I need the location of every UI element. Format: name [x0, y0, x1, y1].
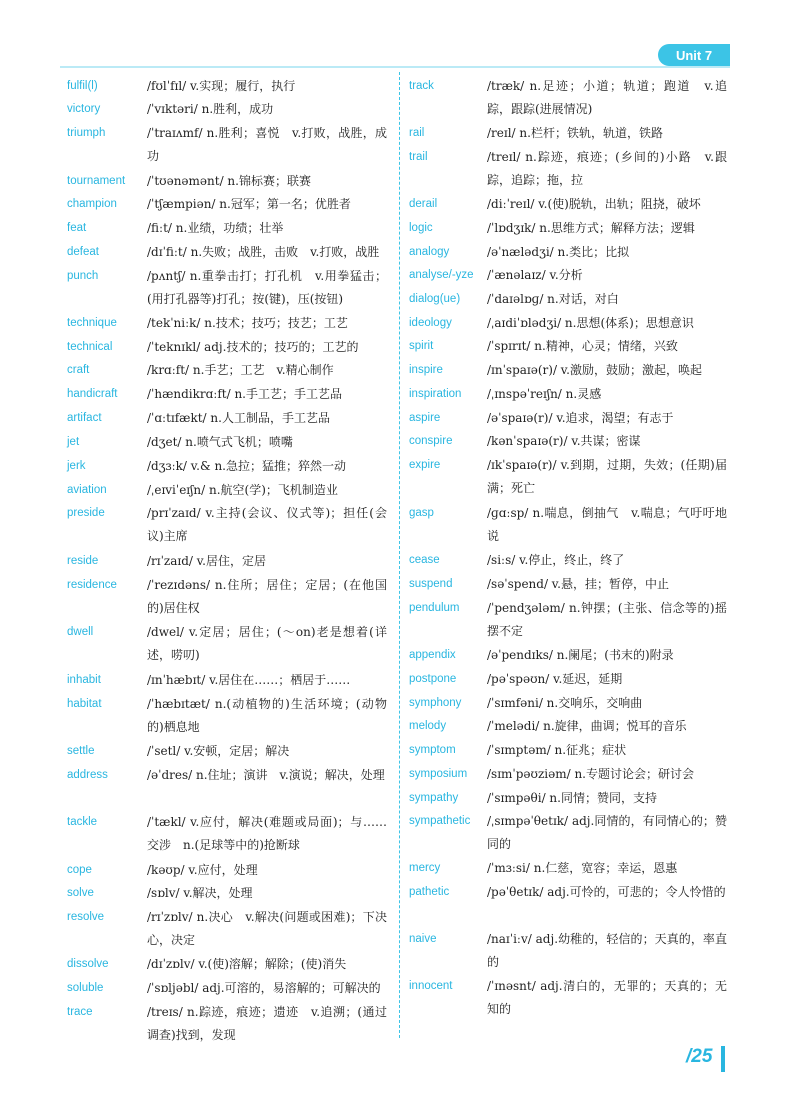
vocab-definition: /dʒet/ n.喷气式飞机；喷嘴: [147, 435, 293, 449]
vocab-definition: /ɡɑːsp/ n.喘息，倒抽气 v.喘息；气吁吁地说: [487, 506, 727, 543]
unit-badge: Unit 7: [658, 44, 730, 66]
vocab-definition: /treɪs/ n.踪迹，痕迹；遗迹 v.追溯；(通过调查)找到，发现: [147, 1005, 387, 1042]
vocab-word: defeat: [67, 246, 99, 258]
vocab-definition: /dɪˈzɒlv/ v.(使)溶解；解除；(使)消失: [147, 957, 347, 971]
column-divider: [399, 72, 400, 1038]
vocab-definition: /ˈsɪmptəm/ n.征兆；症状: [487, 743, 627, 757]
vocab-word: spirit: [409, 340, 434, 352]
vocab-word: address: [67, 769, 108, 781]
vocab-word: champion: [67, 198, 117, 210]
vocab-word: handicraft: [67, 388, 118, 400]
vocab-definition: /diːˈreɪl/ v.(使)脱轨，出轨；阻挠，破坏: [487, 197, 701, 211]
vocab-definition: /rɪˈzɒlv/ n.决心 v.解决(问题或困难)；下决心，决定: [147, 910, 387, 947]
vocab-word: victory: [67, 103, 101, 115]
page-number: /25: [686, 1046, 713, 1067]
vocab-word: innocent: [409, 980, 453, 992]
vocab-word: ideology: [409, 317, 452, 329]
vocab-word: jerk: [67, 460, 86, 472]
vocab-definition: /ˈteknɪkl/ adj.技术的；技巧的；工艺的: [147, 340, 359, 354]
vocab-word: feat: [67, 222, 87, 234]
vocab-word: technique: [67, 317, 117, 329]
vocab-definition: /ˈlɒdʒɪk/ n.思维方式；解释方法；逻辑: [487, 221, 695, 235]
vocab-word: resolve: [67, 911, 105, 923]
vocab-definition: /dwel/ v.定居；居住；(～on)老是想着(详述，唠叨): [147, 625, 387, 662]
vocab-definition: /reɪl/ n.栏杆；铁轨，轨道，铁路: [487, 126, 663, 140]
vocab-definition: /əˈdres/ n.住址；演讲 v.演说；解决，处理: [147, 768, 385, 782]
vocab-word: aspire: [409, 412, 441, 424]
vocab-word: trail: [409, 151, 428, 163]
vocab-definition: /kəʊp/ v.应付，处理: [147, 863, 258, 877]
vocab-definition: /fʊlˈfɪl/ v.实现；履行，执行: [147, 79, 296, 93]
vocab-definition: /ˈsɪmfəni/ n.交响乐，交响曲: [487, 696, 643, 710]
vocab-word: dwell: [67, 626, 94, 638]
vocab-word: sympathetic: [409, 815, 471, 827]
vocab-definition: /ˈvɪktəri/ n.胜利，成功: [147, 102, 274, 116]
vocab-word: dialog(ue): [409, 293, 461, 305]
vocab-word: postpone: [409, 673, 457, 685]
vocab-word: analogy: [409, 246, 450, 258]
vocab-definition: /ˈspɪrɪt/ n.精神，心灵；情绪，兴致: [487, 339, 678, 353]
vocab-definition: /pəˈθetɪk/ adj.可怜的，可悲的；令人怜惜的: [487, 885, 726, 899]
vocab-definition: /ˌeɪviˈeɪʃn/ n.航空(学)；飞机制造业: [147, 483, 338, 497]
vocab-definition: /ˈsetl/ v.安顿，定居；解决: [147, 744, 290, 758]
vocab-definition: /əˈnælədʒi/ n.类比；比拟: [487, 245, 630, 259]
vocab-definition: /ˈhændikrɑːft/ n.手工艺；手工艺品: [147, 387, 342, 401]
vocab-word: solve: [67, 887, 94, 899]
vocab-word: sympathy: [409, 792, 459, 804]
vocab-definition: /ˈmelədi/ n.旋律，曲调；悦耳的音乐: [487, 719, 687, 733]
vocab-word: tournament: [67, 175, 126, 187]
vocab-word: melody: [409, 720, 447, 732]
vocab-definition: /ˈmɜːsi/ n.仁慈，宽容；幸运，恩惠: [487, 861, 678, 875]
vocab-word: craft: [67, 364, 90, 376]
vocab-word: inspiration: [409, 388, 462, 400]
vocab-word: preside: [67, 507, 105, 519]
vocab-word: aviation: [67, 484, 107, 496]
vocab-definition: /əˈpendɪks/ n.阑尾；(书末的)附录: [487, 648, 674, 662]
vocab-word: punch: [67, 270, 99, 282]
vocab-definition: /pʌntʃ/ n.重拳击打；打孔机 v.用拳猛击；(用打孔器等)打孔；按(键)，压(按钮): [147, 269, 387, 306]
vocab-definition: /ˈtraɪʌmf/ n.胜利；喜悦 v.打败，战胜，成功: [147, 126, 387, 163]
vocab-word: dissolve: [67, 958, 109, 970]
vocab-definition: /əˈspaɪə(r)/ v.追求，渴望；有志于: [487, 411, 674, 425]
vocab-word: symphony: [409, 697, 462, 709]
vocab-word: rail: [409, 127, 425, 139]
vocab-definition: /fiːt/ n.业绩，功绩；壮举: [147, 221, 284, 235]
vocab-definition: /ˈdaɪəlɒɡ/ n.对话，对白: [487, 292, 619, 306]
vocab-word: derail: [409, 198, 438, 210]
vocab-definition: /ˌɪnspəˈreɪʃn/ n.灵感: [487, 387, 602, 401]
vocab-definition: /ˈænəlaɪz/ v.分析: [487, 268, 583, 282]
vocab-word: conspire: [409, 435, 453, 447]
vocab-word: cope: [67, 864, 92, 876]
vocab-word: artifact: [67, 412, 102, 424]
vocab-word: settle: [67, 745, 95, 757]
vocab-definition: /ˈrezɪdəns/ n.住所；居住；定居；(在他国的)居住权: [147, 578, 387, 615]
vocab-definition: /ˈɑːtɪfækt/ n.人工制品，手工艺品: [147, 411, 330, 425]
vocab-word: triumph: [67, 127, 106, 139]
vocab-definition: /sɒlv/ v.解决，处理: [147, 886, 253, 900]
vocab-word: naive: [409, 933, 437, 945]
vocab-word: symposium: [409, 768, 468, 780]
vocab-word: pendulum: [409, 602, 460, 614]
vocab-definition: /siːs/ v.停止，终止，终了: [487, 553, 625, 567]
vocab-word: track: [409, 80, 434, 92]
vocab-definition: /naɪˈiːv/ adj.幼稚的，轻信的；天真的，率直的: [487, 932, 727, 969]
page-number-bar: [721, 1046, 725, 1072]
vocab-definition: /krɑːft/ n.手艺；工艺 v.精心制作: [147, 363, 334, 377]
vocab-word: pathetic: [409, 886, 450, 898]
vocab-definition: /ˈtʊənəmənt/ n.锦标赛；联赛: [147, 174, 311, 188]
vocab-word: logic: [409, 222, 433, 234]
vocab-word: appendix: [409, 649, 456, 661]
vocab-word: gasp: [409, 507, 434, 519]
vocab-word: inspire: [409, 364, 443, 376]
vocab-definition: /kənˈspaɪə(r)/ v.共谋；密谋: [487, 434, 641, 448]
vocab-word: jet: [67, 436, 80, 448]
vocab-word: soluble: [67, 982, 104, 994]
vocab-word: expire: [409, 459, 441, 471]
vocab-word: fulfil(l): [67, 80, 98, 92]
vocab-definition: /ˈɪnəsnt/ adj.清白的，无罪的；天真的；无知的: [487, 979, 727, 1016]
vocab-definition: /ɪnˈhæbɪt/ v.居住在……；栖居于……: [147, 673, 351, 687]
vocab-definition: /ˈhæbɪtæt/ n.(动植物的)生活环境；(动物的)栖息地: [147, 697, 387, 734]
vocab-word: trace: [67, 1006, 93, 1018]
vocab-word: symptom: [409, 744, 456, 756]
vocab-word: residence: [67, 579, 117, 591]
vocab-word: tackle: [67, 816, 98, 828]
vocab-word: habitat: [67, 698, 102, 710]
vocab-definition: /sɪmˈpəʊziəm/ n.专题讨论会；研讨会: [487, 767, 694, 781]
vocab-definition: /dʒɜːk/ v.& n.急拉；猛推；猝然一动: [147, 459, 346, 473]
vocab-definition: /rɪˈzaɪd/ v.居住，定居: [147, 554, 266, 568]
header-rule: [60, 66, 730, 68]
vocab-word: mercy: [409, 862, 441, 874]
vocab-definition: /prɪˈzaɪd/ v.主持(会议、仪式等)；担任(会议)主席: [147, 506, 387, 543]
vocab-word: inhabit: [67, 674, 101, 686]
vocab-word: technical: [67, 341, 113, 353]
vocab-word: analyse/-yze: [409, 269, 474, 281]
vocab-definition: /ˌsɪmpəˈθetɪk/ adj.同情的，有同情心的；赞同的: [487, 814, 727, 851]
vocab-definition: /ɪkˈspaɪə(r)/ v.到期，过期，失效；(任期)届满；死亡: [487, 458, 727, 495]
vocab-definition: /tekˈniːk/ n.技术；技巧；技艺；工艺: [147, 316, 348, 330]
vocab-definition: /ˈsɪmpəθi/ n.同情；赞同，支持: [487, 791, 657, 805]
vocab-definition: /dɪˈfiːt/ n.失败；战胜，击败 v.打败，战胜: [147, 245, 380, 259]
vocab-definition: /ˌaɪdiˈɒlədʒi/ n.思想(体系)；思想意识: [487, 316, 694, 330]
vocab-definition: /ˈsɒljəbl/ adj.可溶的，易溶解的；可解决的: [147, 981, 381, 995]
vocab-word: suspend: [409, 578, 453, 590]
vocab-definition: /træk/ n.足迹；小道；轨道；跑道 v.追踪，跟踪(进展情况): [487, 79, 727, 116]
vocab-definition: /ɪnˈspaɪə(r)/ v.激励，鼓励；激起，唤起: [487, 363, 702, 377]
vocab-definition: /ˈtʃæmpiən/ n.冠军；第一名；优胜者: [147, 197, 351, 211]
vocab-definition: /pəˈspəʊn/ v.延迟，延期: [487, 672, 623, 686]
vocab-definition: /ˈtækl/ v.应付，解决(难题或局面)；与……交涉 n.(足球等中的)抢断球: [147, 815, 387, 852]
vocab-definition: /səˈspend/ v.悬，挂；暂停，中止: [487, 577, 669, 591]
vocab-word: cease: [409, 554, 440, 566]
vocab-word: reside: [67, 555, 99, 567]
vocab-definition: /ˈpendʒələm/ n.钟摆；(主张、信念等的)摇摆不定: [487, 601, 727, 638]
vocab-definition: /treɪl/ n.踪迹，痕迹；(乡间的)小路 v.跟踪，追踪；拖，拉: [487, 150, 727, 187]
